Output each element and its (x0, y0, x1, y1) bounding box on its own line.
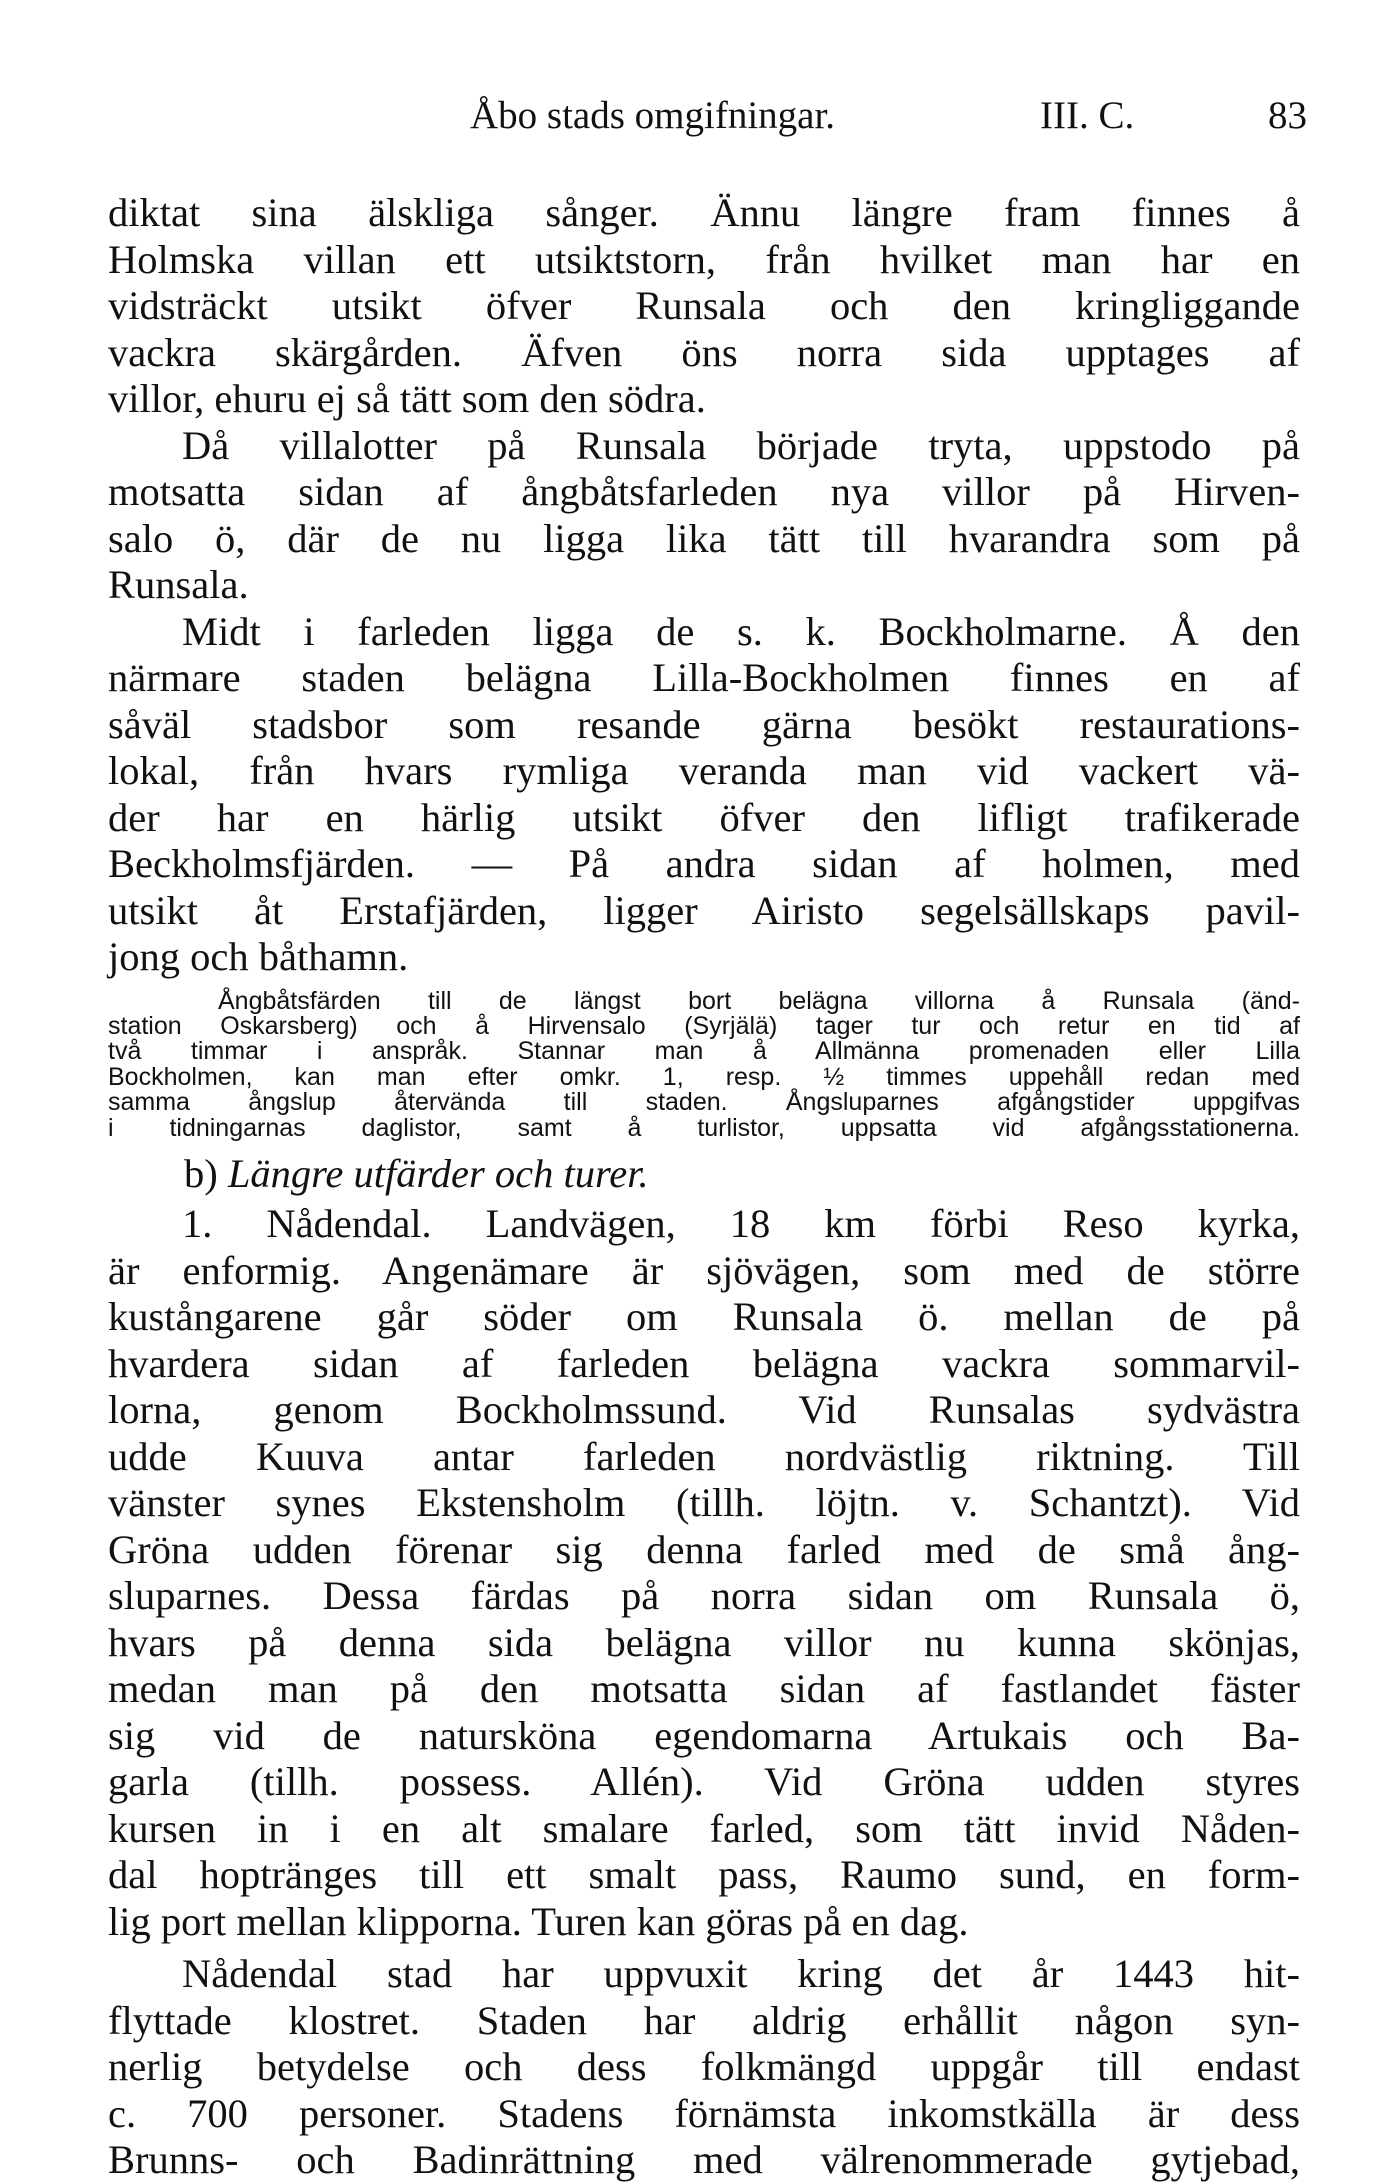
text-line: medan man på den motsatta sidan af fastlandet fäster (108, 1666, 1300, 1712)
text-line: villor, ehuru ej så tätt som den södra. (108, 376, 706, 421)
fine-print-note (108, 986, 1300, 1142)
text-line: Nådendal stad har uppvuxit kring det år 1443 hit- (182, 1951, 1300, 1997)
section-heading (108, 1151, 1300, 1198)
text-line: kustångarene går söder om Runsala ö. mellan de på (108, 1294, 1300, 1340)
text-line: hvardera sidan af farleden belägna vackra sommarvil- (108, 1340, 1300, 1386)
text-line: Beckholmsfjärden. — På andra sidan af holmen, med (108, 841, 1300, 886)
text-line: dal hoptränges till ett smalt pass, Raumo sund, en form- (108, 1852, 1300, 1898)
text-line: såväl stadsbor som resande gärna besökt restaurations- (108, 701, 1300, 747)
section-title: Längre utfärder och turer. (227, 1150, 649, 1196)
text-line: garla (tillh. possess. Allén). Vid Gröna udden styres (108, 1759, 1300, 1805)
fine-print-line: i tidningarnas daglistor, samt å turlistor, uppsatta vid afgångsstationerna. (108, 1113, 1300, 1142)
paragraph-naadendal-stad (108, 1951, 1300, 2184)
fine-print-line: station Oskarsberg) och å Hirvensalo (Syrjälä) tager tur och retur en tid af (108, 1011, 1300, 1040)
text-line: nerlig betydelse och dess folkmängd uppgår till endast (108, 2044, 1300, 2090)
text-line: Gröna udden förenar sig denna farled med de små ång- (108, 1526, 1300, 1572)
text-line: vänster synes Ekstensholm (tillh. löjtn. v. Schantzt). Vid (108, 1480, 1300, 1526)
page-text (108, 190, 1300, 2184)
text-line: diktat sina älskliga sånger. Ännu längre fram finnes å (108, 190, 1300, 235)
fine-print-line: samma ångslup återvända till staden. Ångsluparnes afgångstider uppgifvas (108, 1088, 1300, 1117)
fine-print-line: Bockholmen, kan man efter omkr. 1, resp. ½ timmes uppehåll redan med (108, 1062, 1300, 1091)
text-line: c. 700 personer. Stadens förnämsta inkomstkälla är dess (108, 2090, 1300, 2136)
text-line: vidsträckt utsikt öfver Runsala och den kringliggande (108, 283, 1300, 328)
text-line: närmare staden belägna Lilla-Bockholmen finnes en af (108, 655, 1300, 700)
text-line: Då villalotter på Runsala började tryta, uppstodo på (182, 422, 1300, 468)
fine-print-line: Ångbåtsfärden till de längst bort belägna villorna å Runsala (änd- (218, 986, 1300, 1015)
text-line: 1. Nådendal. Landvägen, 18 km förbi Reso kyrka, (182, 1201, 1300, 1247)
text-line: utsikt åt Erstafjärden, ligger Airisto segelsällskaps pavil- (108, 887, 1300, 933)
text-line: udde Kuuva antar farleden nordvästlig riktning. Till (108, 1433, 1300, 1479)
text-line: kursen in i en alt smalare farled, som tätt invid Nåden- (108, 1805, 1300, 1851)
text-line: Runsala. (108, 562, 249, 607)
running-title: Åbo stads omgifningar. (470, 94, 836, 137)
page-number: 83 (1268, 94, 1307, 137)
text-line: motsatta sidan af ångbåtsfarleden nya villor på Hirven- (108, 469, 1300, 514)
text-line: salo ö, där de nu ligga lika tätt till hvarandra som på (108, 515, 1300, 561)
text-line: flyttade klostret. Staden har aldrig erhållit någon syn- (108, 1997, 1300, 2043)
text-line: der har en härlig utsikt öfver den lifligt trafikerade (108, 794, 1300, 840)
text-line: är enformig. Angenämare är sjövägen, som med de större (108, 1247, 1300, 1293)
paragraph-runsala (108, 190, 1300, 981)
text-line: lokal, från hvars rymliga veranda man vid vackert vä- (108, 748, 1300, 793)
text-line: lig port mellan klipporna. Turen kan göras på en dag. (108, 1898, 969, 1944)
text-line: Midt i farleden ligga de s. k. Bockholmarne. Å den (182, 608, 1300, 654)
text-line: Brunns- och Badinrättning med välrenommerade gytjebad, (108, 2137, 1300, 2183)
text-line: lorna, genom Bockholmssund. Vid Runsalas sydvästra (108, 1387, 1300, 1433)
text-line: sig vid de natursköna egendomarna Artukais och Ba- (108, 1712, 1300, 1758)
text-line: Holmska villan ett utsiktstorn, från hvilket man har en (108, 236, 1300, 282)
text-line: hvars på denna sida belägna villor nu kunna skönjas, (108, 1619, 1300, 1665)
section-letter: b) (184, 1150, 218, 1196)
text-line: vackra skärgården. Äfven öns norra sida upptages af (108, 329, 1300, 375)
paragraph-naadendal (108, 1201, 1300, 1945)
section-marker: III. C. (1040, 94, 1135, 137)
text-line: jong och båthamn. (108, 934, 409, 979)
text-line: sluparnes. Dessa färdas på norra sidan om Runsala ö, (108, 1573, 1300, 1619)
fine-print-line: två timmar i anspråk. Stannar man å Allmänna promenaden eller Lilla (108, 1037, 1300, 1066)
